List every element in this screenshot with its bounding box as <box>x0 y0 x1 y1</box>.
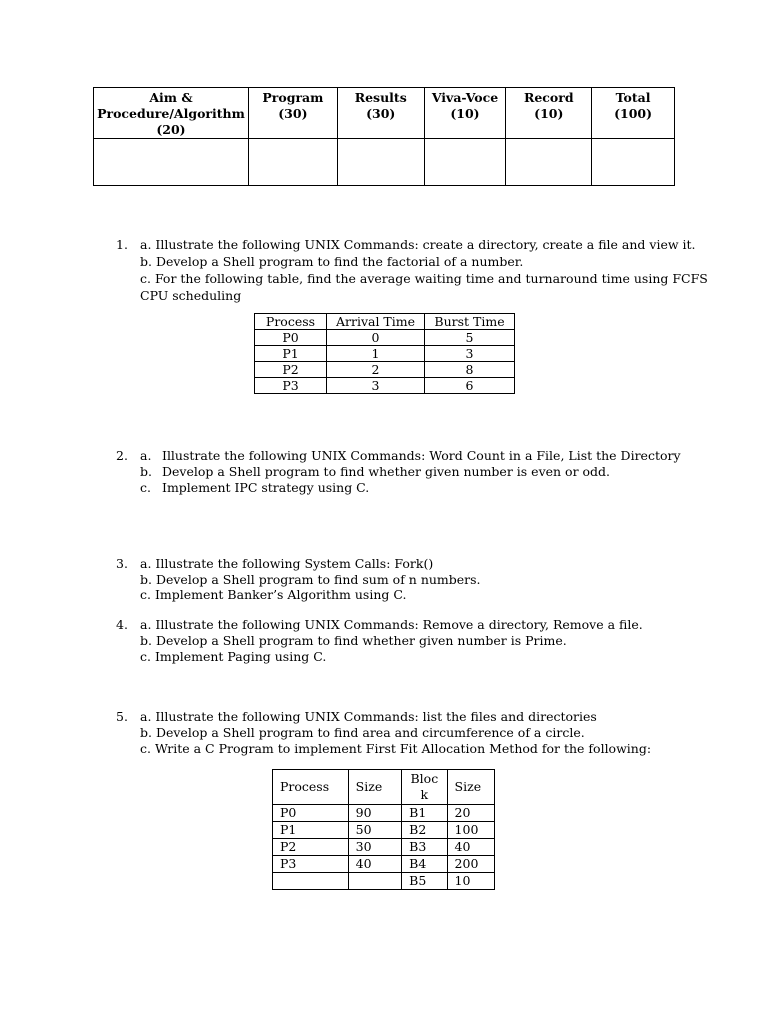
table-row <box>273 805 495 822</box>
marks-cell <box>248 139 337 186</box>
marks-header-program: Program (30) <box>248 88 337 139</box>
fcfs-header-burst: Burst Time <box>425 314 515 330</box>
first-fit-cell: B4 <box>402 856 447 873</box>
question-4-number: 4. <box>116 617 128 632</box>
first-fit-cell: P0 <box>273 805 349 822</box>
marks-header-aim: Aim & Procedure/Algorithm (20) <box>94 88 249 139</box>
first-fit-cell <box>348 873 401 890</box>
first-fit-cell: 100 <box>447 822 494 839</box>
first-fit-cell: P3 <box>273 856 349 873</box>
first-fit-cell: B1 <box>402 805 447 822</box>
question-1-number: 1. <box>116 237 128 252</box>
question-3-line-a: a. Illustrate the following System Calls: Fork() <box>140 556 434 571</box>
fcfs-header-arrival: Arrival Time <box>327 314 425 330</box>
question-3-line-b: b. Develop a Shell program to find sum of n numbers. <box>140 572 481 587</box>
fcfs-cell: 5 <box>425 330 515 346</box>
first-fit-header-size: Size <box>348 770 401 805</box>
question-2-label-a: a. <box>140 448 152 463</box>
marks-empty-row <box>94 139 675 186</box>
question-3-number: 3. <box>116 556 128 571</box>
first-fit-cell: 30 <box>348 839 401 856</box>
question-4-line-a: a. Illustrate the following UNIX Commands: Remove a directory, Remove a file. <box>140 617 643 632</box>
question-1-line-c-cont: CPU scheduling <box>140 288 242 303</box>
question-4-line-c: c. Implement Paging using C. <box>140 649 327 664</box>
fcfs-cell: P3 <box>255 378 327 394</box>
marks-cell <box>506 139 592 186</box>
marks-cell <box>337 139 424 186</box>
fcfs-table <box>254 313 515 394</box>
fcfs-cell: 0 <box>327 330 425 346</box>
question-2-line-c: Implement IPC strategy using C. <box>162 480 370 495</box>
fcfs-cell: 6 <box>425 378 515 394</box>
table-row <box>255 346 515 362</box>
marks-cell <box>424 139 506 186</box>
first-fit-cell: 90 <box>348 805 401 822</box>
question-2-line-b: Develop a Shell program to find whether given number is even or odd. <box>162 464 611 479</box>
fcfs-cell: 1 <box>327 346 425 362</box>
question-2-label-c: c. <box>140 480 151 495</box>
first-fit-cell: 50 <box>348 822 401 839</box>
first-fit-cell: B2 <box>402 822 447 839</box>
table-row <box>273 839 495 856</box>
question-5-line-a: a. Illustrate the following UNIX Commands: list the files and directories <box>140 709 597 724</box>
marks-header-results: Results (30) <box>337 88 424 139</box>
fcfs-cell: 8 <box>425 362 515 378</box>
first-fit-cell: 20 <box>447 805 494 822</box>
fcfs-cell: 3 <box>327 378 425 394</box>
table-row <box>255 362 515 378</box>
question-2-number: 2. <box>116 448 128 463</box>
table-row <box>255 330 515 346</box>
marks-header-viva: Viva-Voce (10) <box>424 88 506 139</box>
marks-table <box>93 87 675 186</box>
question-1-line-a: a. Illustrate the following UNIX Commands: create a directory, create a file and view it. <box>140 237 696 252</box>
first-fit-cell: P2 <box>273 839 349 856</box>
first-fit-header-row <box>273 770 495 805</box>
question-4-line-b: b. Develop a Shell program to find whether given number is Prime. <box>140 633 567 648</box>
first-fit-header-block: Bloc k <box>402 770 447 805</box>
first-fit-table <box>272 769 495 890</box>
marks-header-total: Total (100) <box>592 88 675 139</box>
question-2-line-a: Illustrate the following UNIX Commands: Word Count in a File, List the Directory <box>162 448 681 463</box>
table-row <box>255 378 515 394</box>
question-5-line-b: b. Develop a Shell program to find area and circumference of a circle. <box>140 725 585 740</box>
question-5-number: 5. <box>116 709 128 724</box>
fcfs-cell: 2 <box>327 362 425 378</box>
marks-cell <box>592 139 675 186</box>
fcfs-cell: P1 <box>255 346 327 362</box>
first-fit-cell: 200 <box>447 856 494 873</box>
first-fit-cell: B5 <box>402 873 447 890</box>
question-5-line-c: c. Write a C Program to implement First Fit Allocation Method for the following: <box>140 741 652 756</box>
question-1-line-c: c. For the following table, find the average waiting time and turnaround time using FCFS <box>140 271 708 286</box>
first-fit-header-block-size: Size <box>447 770 494 805</box>
first-fit-cell: P1 <box>273 822 349 839</box>
first-fit-header-process: Process <box>273 770 349 805</box>
table-row <box>273 856 495 873</box>
fcfs-header-row <box>255 314 515 330</box>
marks-cell <box>94 139 249 186</box>
fcfs-cell: 3 <box>425 346 515 362</box>
first-fit-cell: 40 <box>447 839 494 856</box>
first-fit-cell: 40 <box>348 856 401 873</box>
table-row <box>273 873 495 890</box>
fcfs-header-process: Process <box>255 314 327 330</box>
first-fit-cell: 10 <box>447 873 494 890</box>
table-row <box>273 822 495 839</box>
first-fit-cell: B3 <box>402 839 447 856</box>
first-fit-cell <box>273 873 349 890</box>
question-1-line-b: b. Develop a Shell program to find the factorial of a number. <box>140 254 524 269</box>
fcfs-cell: P2 <box>255 362 327 378</box>
marks-header-row <box>94 88 675 139</box>
marks-header-record: Record (10) <box>506 88 592 139</box>
fcfs-cell: P0 <box>255 330 327 346</box>
question-3-line-c: c. Implement Banker’s Algorithm using C. <box>140 587 407 602</box>
question-2-label-b: b. <box>140 464 152 479</box>
